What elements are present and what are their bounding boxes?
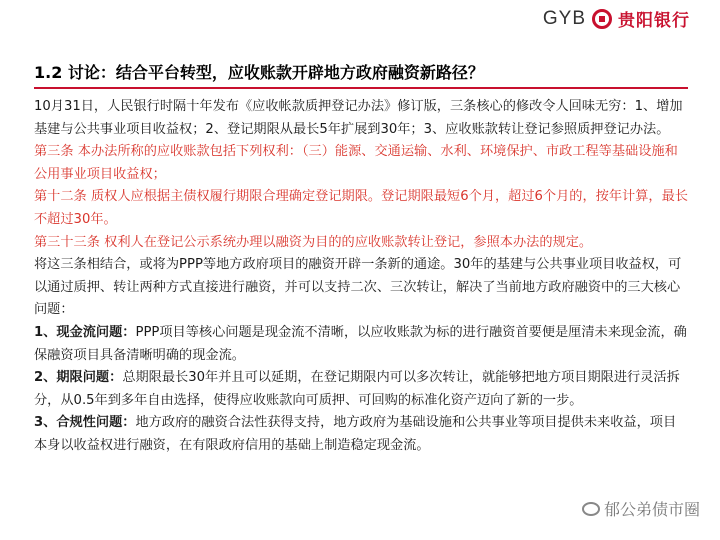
bank-logo: [543, 6, 690, 31]
watermark-text: 郁公弟债市圈: [603, 500, 700, 519]
point-cash-flow-heading: 1、现金流问题：: [34, 324, 136, 340]
point-cash-flow: [34, 322, 688, 367]
summary-paragraph: 将这三条相结合，或将为PPP等地方政府项目的融资开辟一条新的通途。30年的基建与公共事业项目收益权，可以通过质押、转让两种方式直接进行融资，并可以支持二次、三次转让，解决了当前地方政府融资中的三大核心问题：: [34, 257, 682, 318]
article-12-quote: 第十二条 质权人应根据主债权履行期限合理确定登记期限。登记期限最短6个月，超过6个月的，按年计算，最长不超过30年。: [34, 189, 688, 227]
point-cash-flow-text: PPP项目等核心问题是现金流不清晰，以应收账款为标的进行融资首要便是厘清未来现金流，确保融资项目具备清晰明确的现金流。: [34, 324, 687, 363]
title-divider: [34, 87, 688, 89]
intro-paragraph: 10月31日，人民银行时隔十年发布《应收帐款质押登记办法》修订版，三条核心的修改令人回味无穷：1、增加基建与公共事业项目收益权；2、登记期限从最长5年扩展到30年；3、应收账款转让登记参照质押登记办法。: [34, 99, 683, 137]
point-term: [34, 367, 688, 412]
logo-chinese-text: 贵阳银行: [618, 11, 690, 31]
slide-title: 1.2 讨论：结合平台转型，应收账款开辟地方政府融资新路径？: [34, 63, 484, 82]
logo-latin-text: GYB: [542, 7, 586, 29]
point-compliance-heading: 3、合规性问题：: [34, 415, 136, 431]
article-33-quote: 第三十三条 权利人在登记公示系统办理以融资为目的的应收账款转让登记，参照本办法的规定。: [34, 234, 593, 250]
slide-body: [34, 96, 688, 458]
wechat-icon: [582, 502, 600, 516]
point-term-heading: 2、期限问题：: [34, 370, 123, 386]
point-compliance: [34, 412, 688, 457]
article-3-quote: 第三条 本办法所称的应收账款包括下列权利：（三）能源、交通运输、水利、环境保护、市政工程等基础设施和公用事业项目收益权；: [34, 144, 678, 182]
logo-mark-icon: [592, 9, 612, 29]
point-compliance-text: 地方政府的融资合法性获得支持，地方政府为基础设施和公共事业等项目提供未来收益，项目本身以收益权进行融资，在有限政府信用的基础上制造稳定现金流。: [34, 415, 677, 453]
watermark: [582, 497, 700, 520]
point-term-text: 总期限最长30年并且可以延期，在登记期限内可以多次转让，就能够把地方项目期限进行灵活拆分，从0.5年到多年自由选择，使得应收账款向可质押、可回购的标准化资产迈向了新的一步。: [34, 370, 680, 408]
